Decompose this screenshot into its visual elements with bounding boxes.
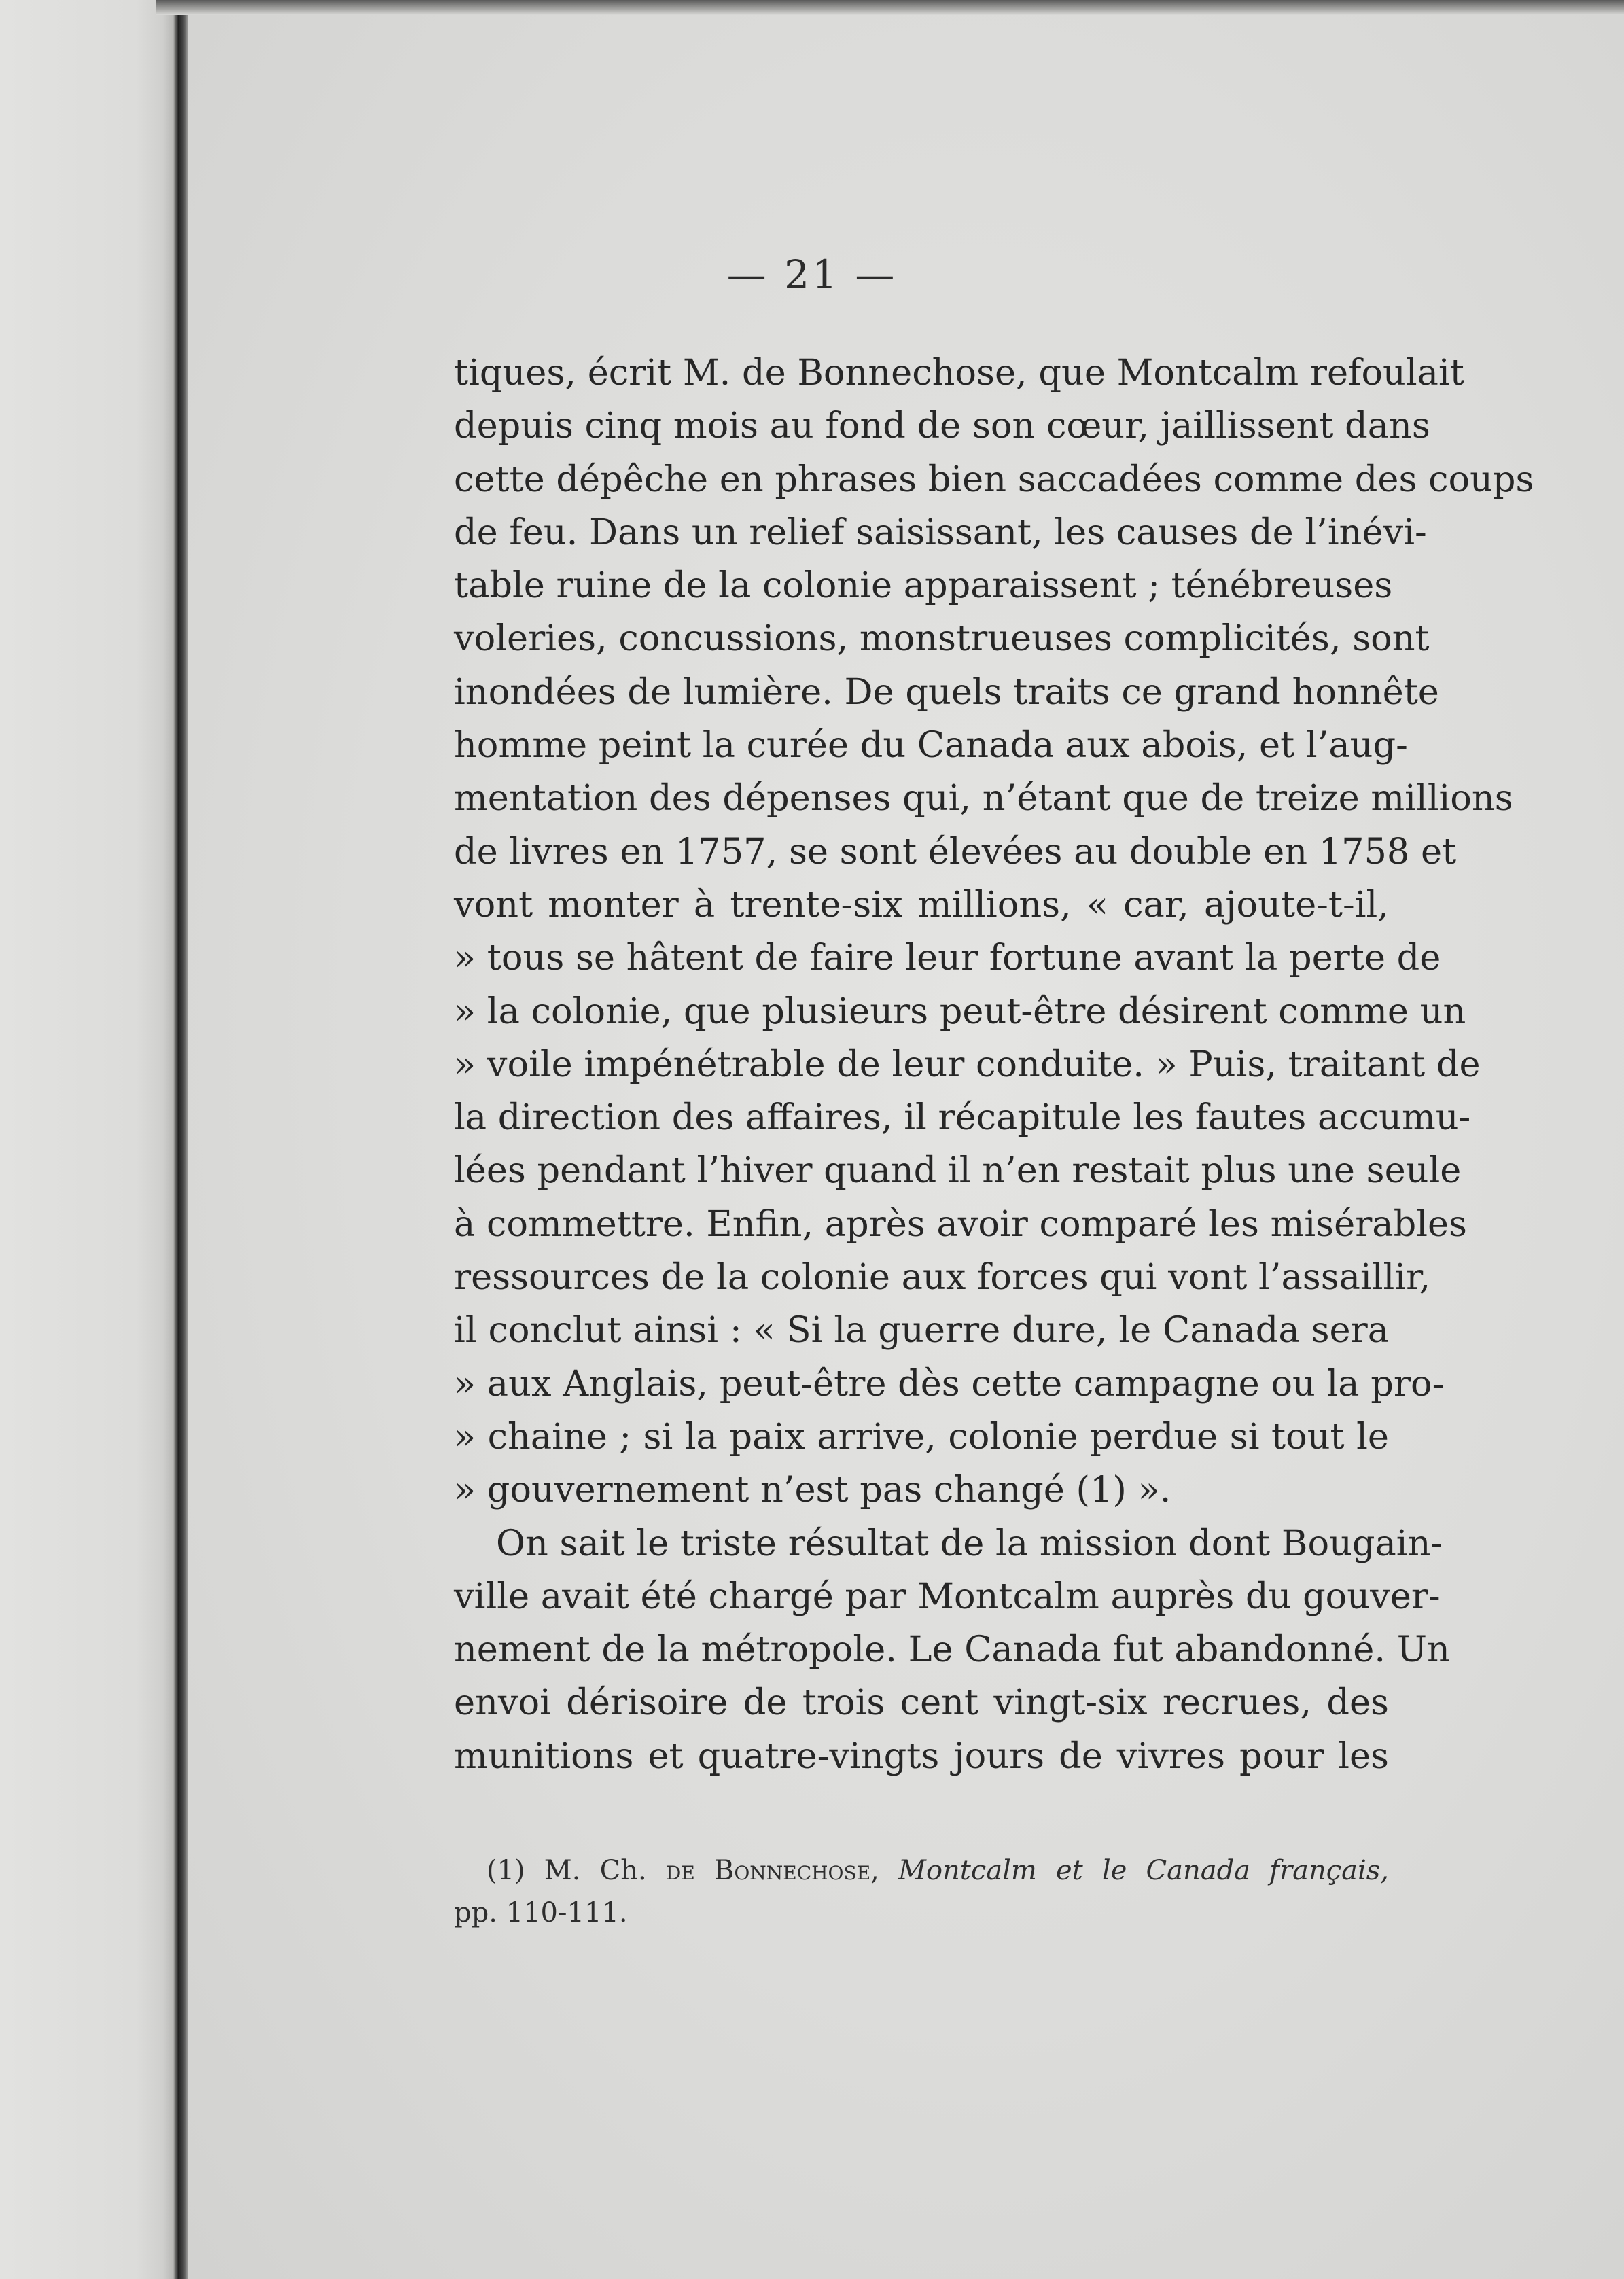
text-line: il conclut ainsi : « Si la guerre dure, le Canada sera <box>454 1309 1389 1352</box>
text-line: mentation des dépenses qui, n’étant que de treize millions <box>454 777 1513 819</box>
page-number: — 21 — <box>726 251 898 298</box>
footnote-marker: (1) M. Ch. <box>487 1855 647 1886</box>
footnote <box>454 1850 1389 1934</box>
text-line: inondées de lumière. De quels traits ce grand honnête <box>454 671 1439 713</box>
binding-edge <box>178 0 188 2279</box>
book-binding <box>0 0 178 2279</box>
footnote-pages: pp. 110-111. <box>454 1897 628 1928</box>
text-line: » tous se hâtent de faire leur fortune avant la perte de <box>454 937 1441 979</box>
text-line: » chaine ; si la paix arrive, colonie perdue si tout le <box>454 1415 1389 1458</box>
text-line: homme peint la curée du Canada aux abois, et l’aug- <box>454 724 1408 766</box>
text-line: à commettre. Enfin, après avoir comparé les misérables <box>454 1203 1467 1245</box>
text-line: » la colonie, que plusieurs peut-être désirent comme un <box>454 990 1466 1032</box>
body-text <box>454 347 1534 1783</box>
text-line: de livres en 1757, se sont élevées au double en 1758 et <box>454 830 1457 872</box>
text-line: depuis cinq mois au fond de son cœur, jaillissent dans <box>454 405 1430 447</box>
footnote-line <box>454 1850 1389 1892</box>
text-line: envoi dérisoire de trois cent vingt-six recrues, des <box>454 1682 1389 1724</box>
text-line: munitions et quatre-vingts jours de vivres pour les <box>454 1735 1389 1777</box>
text-line: table ruine de la colonie apparaissent ; ténébreuses <box>454 565 1393 607</box>
text-line: tiques, écrit M. de Bonnechose, que Montcalm refoulait <box>454 352 1464 393</box>
footnote-title: Montcalm et le Canada français, <box>898 1855 1389 1886</box>
text-line: On sait le triste résultat de la mission dont Bougain- <box>496 1522 1443 1564</box>
text-line: cette dépêche en phrases bien saccadées comme des coups <box>454 458 1534 500</box>
text-line: vont monter à trente-six millions, « car, ajoute-t-il, <box>454 883 1389 925</box>
text-line: » voile impénétrable de leur conduite. » Puis, traitant de <box>454 1043 1481 1085</box>
text-line: ville avait été chargé par Montcalm auprès du gouver- <box>454 1575 1441 1617</box>
footnote-author: Bonnechose, <box>713 1855 879 1886</box>
top-edge-shadow <box>156 0 1624 15</box>
text-line: ressources de la colonie aux forces qui vont l’assaillir, <box>454 1256 1431 1298</box>
text-line: la direction des affaires, il récapitule les fautes accumu- <box>454 1097 1471 1139</box>
footnote-author-particle: de <box>665 1855 695 1886</box>
text-line: » aux Anglais, peut-être dès cette campagne ou la pro- <box>454 1362 1445 1404</box>
text-line: lées pendant l’hiver quand il n’en restait plus une seule <box>454 1150 1462 1192</box>
text-line: » gouvernement n’est pas changé (1) ». <box>454 1469 1171 1511</box>
text-line: de feu. Dans un relief saisissant, les causes de l’inévi- <box>454 511 1427 553</box>
text-line: nement de la métropole. Le Canada fut abandonné. Un <box>454 1629 1450 1671</box>
text-line: voleries, concussions, monstrueuses complicités, sont <box>454 618 1430 660</box>
